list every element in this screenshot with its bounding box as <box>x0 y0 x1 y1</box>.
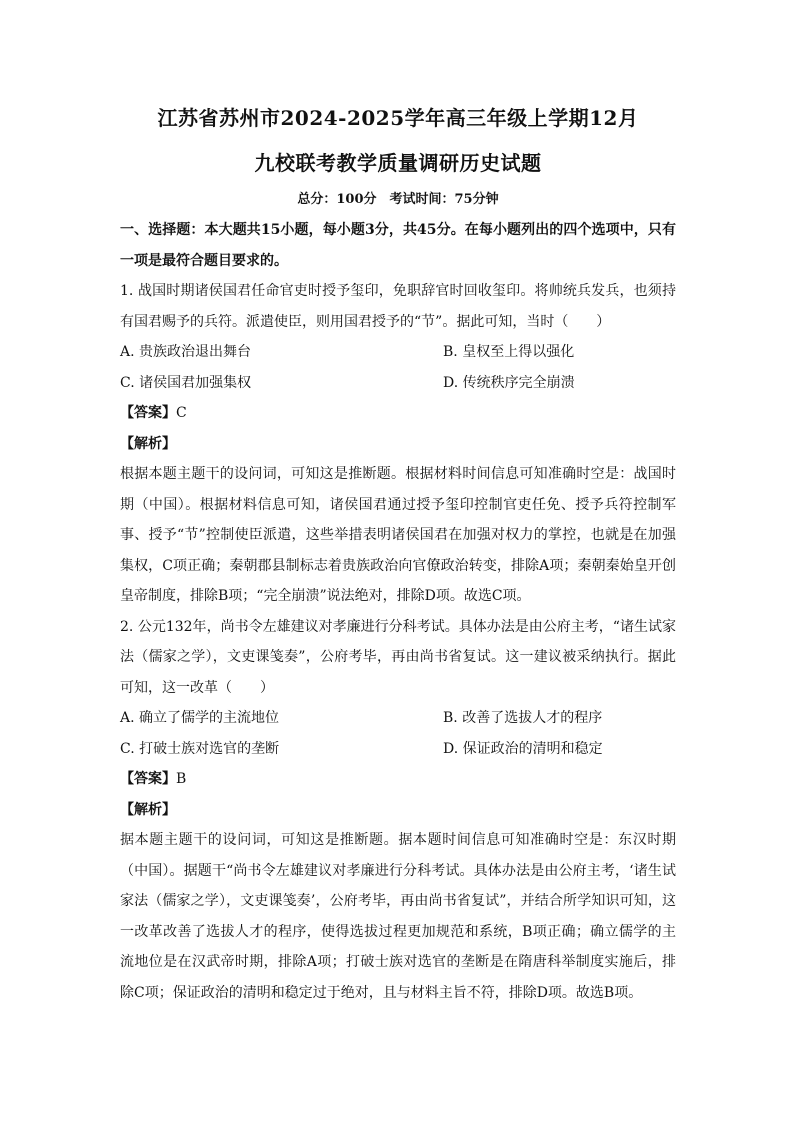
section-heading: 一、选择题：本大题共15小题，每小题3分，共45分。在每小题列出的四个选项中，只有一项是最符合题目要求的。 <box>120 222 676 269</box>
option-a: A. 确立了儒学的主流地位 <box>120 710 280 726</box>
option-d: D. 保证政治的清明和稳定 <box>443 740 603 757</box>
question-1 <box>120 276 676 612</box>
analysis-label: 【解析】 <box>120 435 176 452</box>
option-a: A. 贵族政治退出舞台 <box>120 344 252 360</box>
exam-title-line2: 九校联考教学质量调研历史试题 <box>254 151 542 175</box>
options-row-2 <box>120 368 676 399</box>
option-d: D. 传统秩序完全崩溃 <box>443 374 575 391</box>
analysis-label: 【解析】 <box>120 801 176 818</box>
answer-label: 【答案】 <box>120 771 176 787</box>
option-c: C. 打破士族对选官的垄断 <box>120 740 280 757</box>
answer-value: C <box>176 405 187 421</box>
options-row-2 <box>120 734 676 765</box>
analysis-text: 据本题主题干的设问词，可知这是推断题。据本题时间信息可知准确时空是：东汉时期（中国）。据题干“尚书令左雄建议对孝廉进行分科考试。具体办法是由公府主考，‘诸生试家法（儒家之学），文吏课笺奏’，公府考毕，再由尚书省复试”，并结合所学知识可知，这一改革改善了选拔人才的程序，使得选拔过程更加规范和系统，B项正确；确立儒学的主流地位是在汉武帝时期，排除A项；打破士族对选官的垄断是在隋唐科举制度实施后，排除C项；保证政治的清明和稳定过于绝对，且与材料主旨不符，排除D项。故选B项。 <box>120 832 676 1001</box>
answer-line <box>120 398 676 429</box>
exam-meta: 总分：100分 考试时间：75分钟 <box>297 192 499 207</box>
question-stem: 1. 战国时期诸侯国君任命官吏时授予玺印，免职辞官时回收玺印。将帅统兵发兵，也须持有国君赐予的兵符。派遣使臣，则用国君授予的“节”。据此可知，当时（ ） <box>120 283 676 330</box>
options-row-1 <box>120 703 676 734</box>
option-b: B. 皇权至上得以强化 <box>443 344 575 360</box>
option-c: C. 诸侯国君加强集权 <box>120 374 252 391</box>
question-stem: 2. 公元132年，尚书令左雄建议对孝廉进行分科考试。具体办法是由公府主考，“诸生试家法（儒家之学），文吏课笺奏”，公府考毕，再由尚书省复试。这一建议被采纳执行。据此可知，这一改革（ ） <box>120 618 676 696</box>
question-2 <box>120 612 676 1009</box>
answer-value: B <box>176 771 187 787</box>
option-b: B. 改善了选拔人才的程序 <box>443 710 603 726</box>
answer-label: 【答案】 <box>120 405 176 421</box>
page-content <box>120 104 676 1008</box>
answer-line <box>120 764 676 795</box>
analysis-text: 根据本题主题干的设问词，可知这是推断题。根据材料时间信息可知准确时空是：战国时期（中国）。根据材料信息可知，诸侯国君通过授予玺印控制官吏任免、授予兵符控制军事、授予“节”控制使臣派遣，这些举措表明诸侯国君在加强对权力的掌控，也就是在加强集权，C项正确；秦朝郡县制标志着贵族政治向官僚政治转变，排除A项；秦朝秦始皇开创皇帝制度，排除B项；“完全崩溃”说法绝对，排除D项。故选C项。 <box>120 466 676 604</box>
exam-title-line1: 江苏省苏州市2024-2025学年高三年级上学期12月 <box>157 106 639 130</box>
options-row-1 <box>120 337 676 368</box>
